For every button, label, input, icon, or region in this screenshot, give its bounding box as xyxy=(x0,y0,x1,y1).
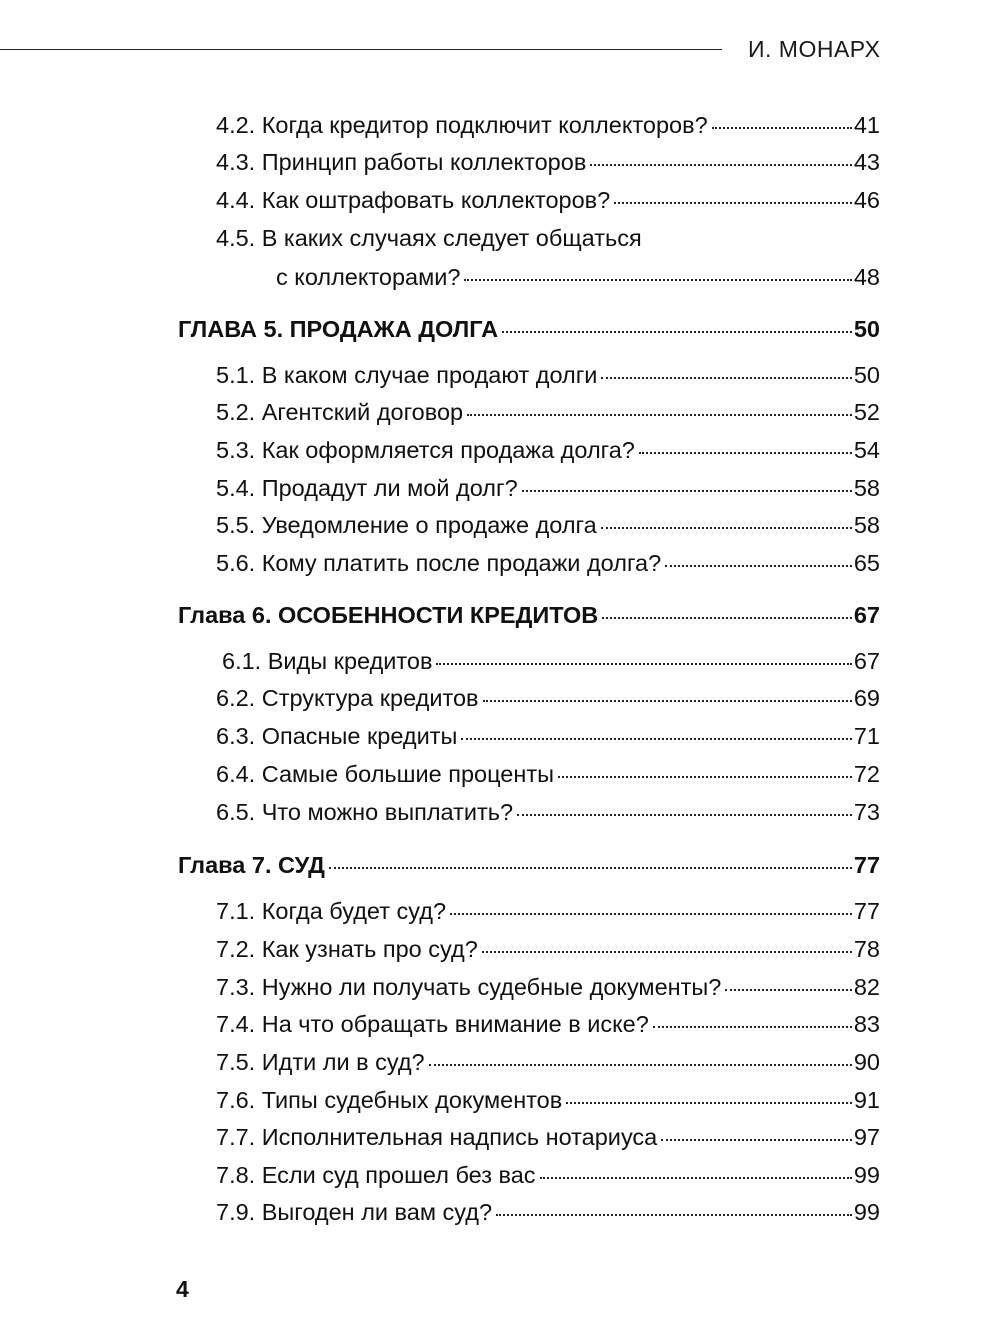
toc-section-entry xyxy=(216,797,880,827)
toc-section-entry xyxy=(216,1085,880,1115)
toc-section-entry xyxy=(216,548,880,578)
toc-section-entry xyxy=(216,147,880,177)
toc-dot-leader xyxy=(496,1214,852,1216)
toc-page-number: 69 xyxy=(853,685,880,711)
toc-dot-leader xyxy=(540,1177,852,1179)
toc-entry-title: 7.1. Когда будет суд? xyxy=(216,898,447,924)
toc-dot-leader xyxy=(436,663,851,665)
toc-entry-title: 5.6. Кому платить после продажи долга? xyxy=(216,550,662,576)
toc-dot-leader xyxy=(602,617,852,619)
toc-section-entry xyxy=(216,683,880,713)
toc-chapter-entry xyxy=(178,600,880,630)
toc-entry-title: 7.3. Нужно ли получать судебные документы? xyxy=(216,974,722,1000)
toc-dot-leader xyxy=(725,989,852,991)
toc-section-entry xyxy=(216,934,880,964)
toc-entry-title: 7.5. Идти ли в суд? xyxy=(216,1049,425,1075)
toc-page-number: 46 xyxy=(853,187,880,213)
toc-dot-leader xyxy=(482,951,852,953)
toc-section-entry xyxy=(216,1009,880,1039)
page-number: 4 xyxy=(176,1276,189,1302)
toc-section-entry xyxy=(216,110,880,140)
toc-dot-leader xyxy=(665,565,852,567)
toc-section-entry xyxy=(216,510,880,540)
toc-dot-leader xyxy=(450,913,852,915)
toc-page-number: 99 xyxy=(853,1199,880,1225)
toc-dot-leader xyxy=(590,164,852,166)
toc-section-entry xyxy=(216,223,880,253)
toc-entry-title: 5.1. В каком случае продают долги xyxy=(216,362,598,388)
toc-entry-title: с коллекторами? xyxy=(276,264,461,290)
toc-entry-title: 7.7. Исполнительная надпись нотариуса xyxy=(216,1124,658,1150)
toc-section-entry xyxy=(216,759,880,789)
toc-page-number: 54 xyxy=(853,437,880,463)
toc-entry-title: 4.5. В каких случаях следует общаться xyxy=(216,225,642,251)
toc-dot-leader xyxy=(558,776,852,778)
header-author: И. МОНАРХ xyxy=(748,36,881,62)
toc-page-number: 82 xyxy=(853,974,880,1000)
toc-entry-title: 4.3. Принцип работы коллекторов xyxy=(216,149,587,175)
toc-entry-title: 6.2. Структура кредитов xyxy=(216,685,479,711)
running-header xyxy=(0,28,1000,68)
toc-dot-leader xyxy=(566,1102,852,1104)
toc-section-entry xyxy=(216,1197,880,1227)
toc-page-number: 71 xyxy=(853,723,880,749)
toc-dot-leader xyxy=(429,1064,852,1066)
toc-page-number: 67 xyxy=(853,648,880,674)
toc-entry-title: 6.5. Что можно выплатить? xyxy=(216,799,514,825)
toc-page-number: 73 xyxy=(853,799,880,825)
toc-page-number: 67 xyxy=(853,602,880,628)
toc-dot-leader xyxy=(464,279,851,281)
toc-section-entry xyxy=(216,360,880,390)
toc-page-number: 90 xyxy=(853,1049,880,1075)
toc-page-number: 77 xyxy=(853,898,880,924)
toc-page-number: 65 xyxy=(853,550,880,576)
toc-section-entry xyxy=(216,185,880,215)
toc-entry-title: 7.8. Если суд прошел без вас xyxy=(216,1162,536,1188)
toc-page-number: 72 xyxy=(853,761,880,787)
toc-dot-leader xyxy=(502,331,852,333)
toc-section-entry xyxy=(222,646,880,676)
toc-entry-title: 4.4. Как оштрафовать коллекторов? xyxy=(216,187,611,213)
toc-chapter-entry xyxy=(178,314,880,344)
toc-page-number: 43 xyxy=(853,149,880,175)
toc-page-number: 77 xyxy=(853,852,880,878)
toc-entry-title: 5.5. Уведомление о продаже долга xyxy=(216,512,597,538)
toc-dot-leader xyxy=(661,1139,852,1141)
toc-page-number: 78 xyxy=(853,936,880,962)
toc-section-entry xyxy=(276,262,880,292)
toc-section-entry xyxy=(216,473,880,503)
toc-entry-title: 7.6. Типы судебных документов xyxy=(216,1087,563,1113)
toc-section-entry xyxy=(216,1160,880,1190)
toc-entry-title: 7.4. На что обращать внимание в иске? xyxy=(216,1011,649,1037)
toc-entry-title: 6.1. Виды кредитов xyxy=(222,648,433,674)
toc-dot-leader xyxy=(712,127,852,129)
toc-entry-title: 7.2. Как узнать про суд? xyxy=(216,936,478,962)
toc-page-number: 58 xyxy=(853,512,880,538)
toc-section-entry xyxy=(216,972,880,1002)
toc-section-entry xyxy=(216,435,880,465)
toc-entry-title: Глава 7. СУД xyxy=(178,852,325,878)
toc-section-entry xyxy=(216,896,880,926)
toc-dot-leader xyxy=(614,202,852,204)
toc-section-entry xyxy=(216,1047,880,1077)
toc-section-entry xyxy=(216,721,880,751)
toc-dot-leader xyxy=(639,452,852,454)
toc-entry-title: 5.2. Агентский договор xyxy=(216,399,464,425)
toc-entry-title: 6.4. Самые большие проценты xyxy=(216,761,554,787)
toc-page-number: 50 xyxy=(853,362,880,388)
toc-page-number: 83 xyxy=(853,1011,880,1037)
toc-dot-leader xyxy=(653,1026,852,1028)
toc-entry-title: 6.3. Опасные кредиты xyxy=(216,723,458,749)
toc-dot-leader xyxy=(601,527,852,529)
toc-section-entry xyxy=(216,1122,880,1152)
header-rule xyxy=(0,49,722,50)
toc-page-number: 91 xyxy=(853,1087,880,1113)
toc-entry-title: Глава 6. ОСОБЕННОСТИ КРЕДИТОВ xyxy=(178,602,599,628)
toc-dot-leader xyxy=(601,377,851,379)
toc-entry-title: 5.3. Как оформляется продажа долга? xyxy=(216,437,635,463)
toc-dot-leader xyxy=(517,814,852,816)
toc-entry-title: 7.9. Выгоден ли вам суд? xyxy=(216,1199,493,1225)
toc-dot-leader xyxy=(329,867,852,869)
toc-page-number: 48 xyxy=(853,264,880,290)
toc-page-number: 58 xyxy=(853,475,880,501)
toc-page-number: 41 xyxy=(853,112,880,138)
toc-page-number: 99 xyxy=(853,1162,880,1188)
toc-page-number: 50 xyxy=(853,316,880,342)
toc-section-entry xyxy=(216,397,880,427)
toc-dot-leader xyxy=(483,700,852,702)
toc-chapter-entry xyxy=(178,850,880,880)
toc-entry-title: 5.4. Продадут ли мой долг? xyxy=(216,475,518,501)
toc-dot-leader xyxy=(461,738,851,740)
toc-entry-title: 4.2. Когда кредитор подключит коллекторов? xyxy=(216,112,708,138)
toc-page-number: 97 xyxy=(853,1124,880,1150)
toc-dot-leader xyxy=(522,490,852,492)
toc-page-number: 52 xyxy=(853,399,880,425)
toc-dot-leader xyxy=(467,414,852,416)
toc-entry-title: ГЛАВА 5. ПРОДАЖА ДОЛГА xyxy=(178,316,499,342)
